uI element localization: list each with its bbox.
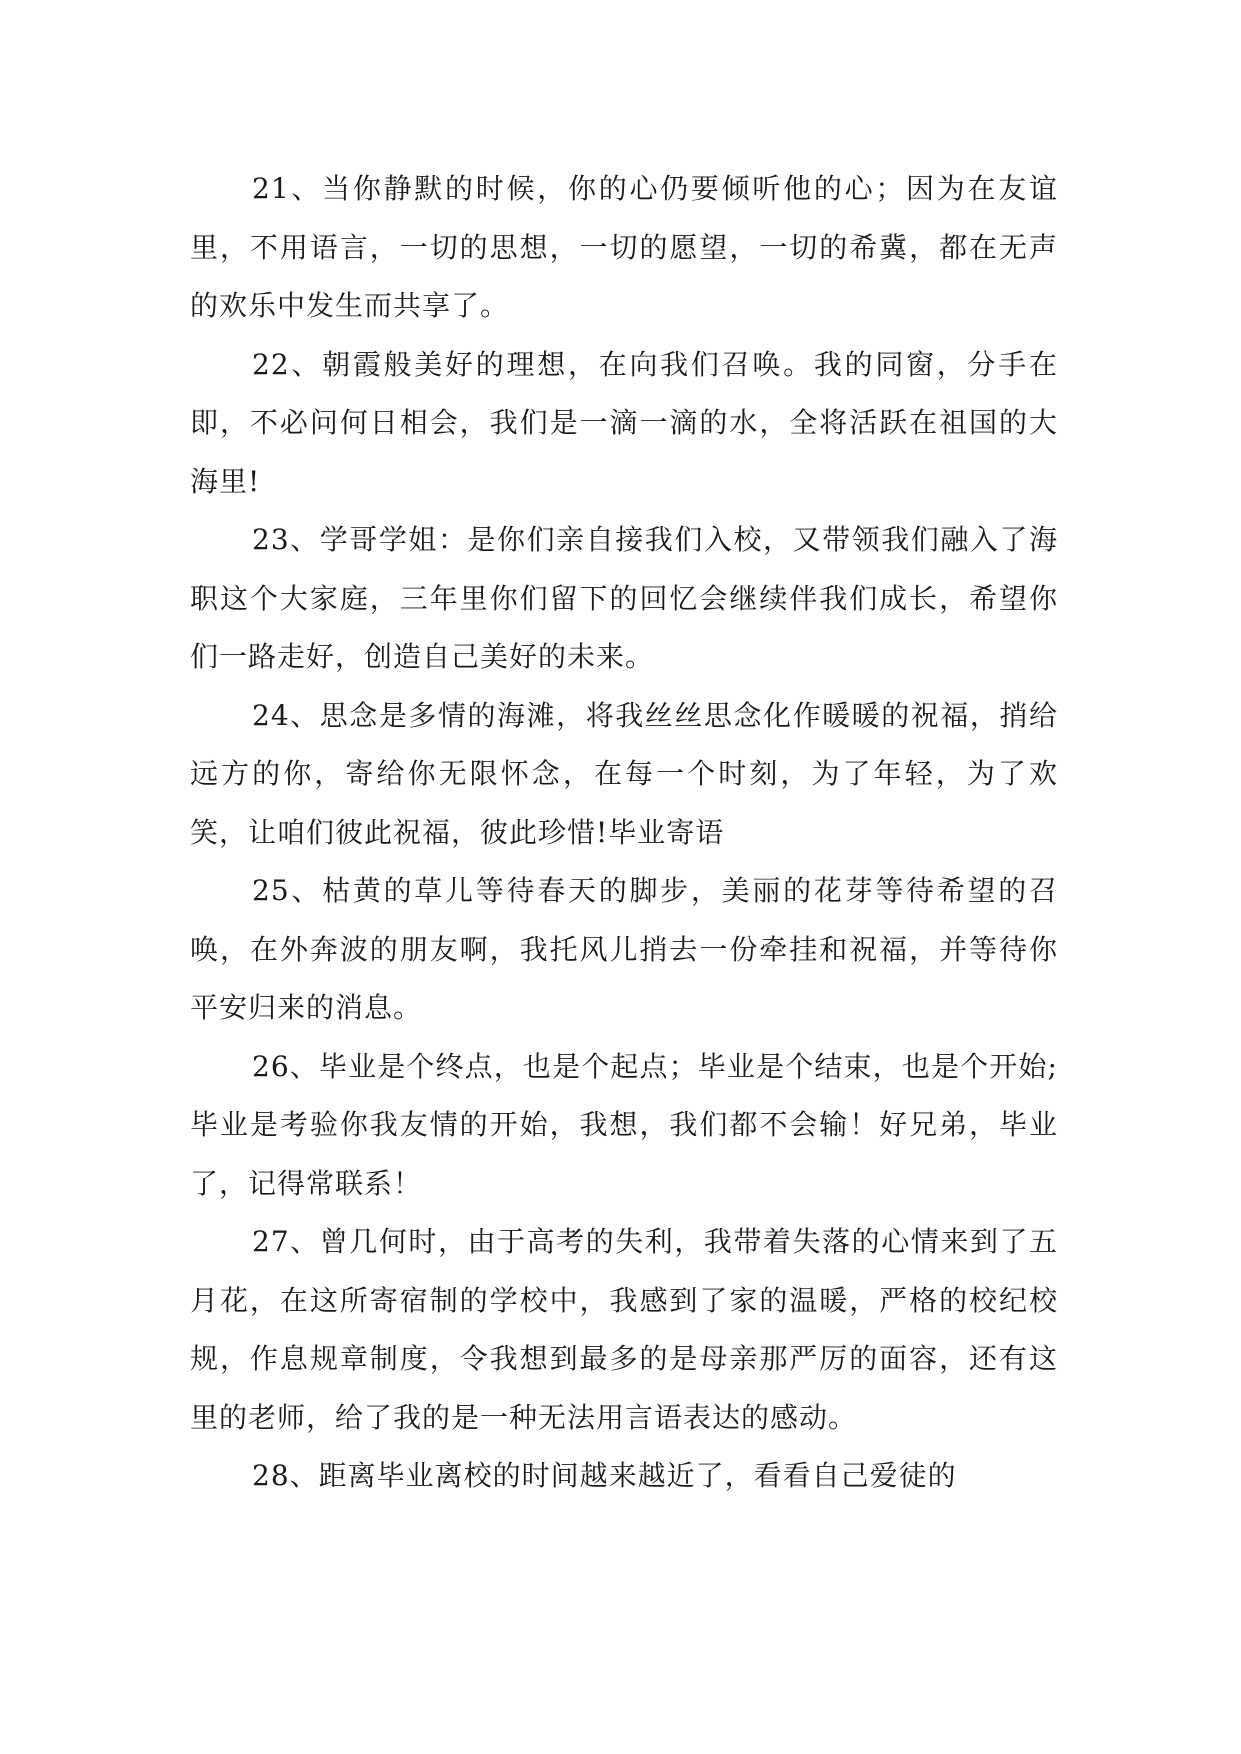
paragraph-22: 22、朝霞般美好的理想，在向我们召唤。我的同窗，分手在即，不必问何日相会，我们是一滴一滴的水，全将活跃在祖国的大海里! xyxy=(190,347,1058,498)
paragraph-21: 21、当你静默的时候，你的心仍要倾听他的心；因为在友谊里，不用语言，一切的思想，一切的愿望，一切的希冀，都在无声的欢乐中发生而共享了。 xyxy=(190,172,1058,322)
document-body xyxy=(190,160,1058,1506)
paragraph-28: 28、距离毕业离校的时间越来越近了，看看自己爱徒的 xyxy=(252,1459,957,1492)
paragraph-23: 23、学哥学姐：是你们亲自接我们入校，又带领我们融入了海职这个大家庭，三年里你们留下的回忆会继续伴我们成长，希望你们一路走好，创造自己美好的未来。 xyxy=(190,523,1058,673)
paragraph-24: 24、思念是多情的海滩，将我丝丝思念化作暖暖的祝福，捎给远方的你，寄给你无限怀念，在每一个时刻，为了年轻，为了欢笑，让咱们彼此祝福，彼此珍惜!毕业寄语 xyxy=(190,698,1058,849)
paragraph-27: 27、曾几何时，由于高考的失利，我带着失落的心情来到了五月花，在这所寄宿制的学校中，我感到了家的温暖，严格的校纪校规，作息规章制度，令我想到最多的是母亲那严厉的面容，还有这里的老师，给了我的是一种无法用言语表达的感动。 xyxy=(190,1225,1058,1434)
paragraph-25: 25、枯黄的草儿等待春天的脚步，美丽的花芽等待希望的召唤，在外奔波的朋友啊，我托风儿捎去一份牵挂和祝福，并等待你平安归来的消息。 xyxy=(190,874,1058,1024)
paragraph-26: 26、毕业是个终点，也是个起点；毕业是个结束，也是个开始;毕业是考验你我友情的开始，我想，我们都不会输！好兄弟，毕业了，记得常联系！ xyxy=(190,1049,1058,1200)
